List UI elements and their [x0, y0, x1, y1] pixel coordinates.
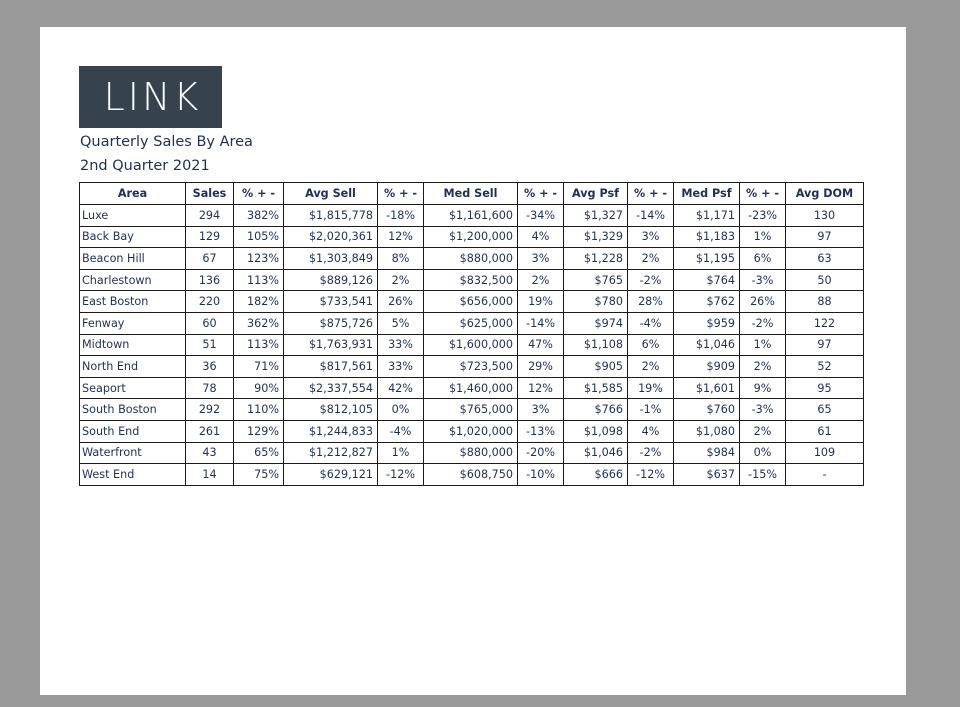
table-cell: 90%	[234, 377, 284, 399]
column-header: Avg DOM	[786, 183, 864, 205]
area-name-cell: South Boston	[80, 399, 186, 421]
area-name-cell: Fenway	[80, 312, 186, 334]
table-cell: 110%	[234, 399, 284, 421]
table-cell: $1,585	[564, 377, 628, 399]
table-cell: -1%	[628, 399, 674, 421]
table-cell: $984	[674, 442, 740, 464]
table-cell: $1,228	[564, 248, 628, 270]
table-cell: 4%	[628, 420, 674, 442]
table-cell: 3%	[518, 248, 564, 270]
table-row	[80, 442, 864, 464]
table-cell: 67	[186, 248, 234, 270]
table-cell: 19%	[628, 377, 674, 399]
table-cell: $766	[564, 399, 628, 421]
table-cell: 0%	[740, 442, 786, 464]
table-cell: $1,020,000	[424, 420, 518, 442]
area-name-cell: Midtown	[80, 334, 186, 356]
table-cell: 3%	[518, 399, 564, 421]
table-cell: $723,500	[424, 356, 518, 378]
table-cell: -13%	[518, 420, 564, 442]
table-cell: 9%	[740, 377, 786, 399]
table-cell: 8%	[378, 248, 424, 270]
column-header: % + -	[628, 183, 674, 205]
table-cell: $905	[564, 356, 628, 378]
table-cell: 0%	[378, 399, 424, 421]
table-cell: $1,600,000	[424, 334, 518, 356]
table-cell: $1,098	[564, 420, 628, 442]
table-cell: 61	[786, 420, 864, 442]
table-cell: -20%	[518, 442, 564, 464]
table-cell: 12%	[518, 377, 564, 399]
table-cell: $2,020,361	[284, 226, 378, 248]
area-name-cell: Charlestown	[80, 269, 186, 291]
table-cell: -2%	[740, 312, 786, 334]
table-cell: 97	[786, 334, 864, 356]
table-cell: 26%	[740, 291, 786, 313]
table-cell: 65%	[234, 442, 284, 464]
table-row	[80, 205, 864, 227]
table-cell: 33%	[378, 356, 424, 378]
table-cell: 14	[186, 464, 234, 486]
table-cell: $1,329	[564, 226, 628, 248]
table-cell: $1,601	[674, 377, 740, 399]
table-cell: 12%	[378, 226, 424, 248]
area-name-cell: Back Bay	[80, 226, 186, 248]
table-cell: $656,000	[424, 291, 518, 313]
table-cell: -2%	[628, 269, 674, 291]
report-title: Quarterly Sales By Area	[80, 134, 253, 150]
table-cell: $666	[564, 464, 628, 486]
area-name-cell: Beacon Hill	[80, 248, 186, 270]
column-header: % + -	[740, 183, 786, 205]
table-cell: $760	[674, 399, 740, 421]
table-cell: $974	[564, 312, 628, 334]
table-cell: 2%	[628, 356, 674, 378]
table-cell: $765,000	[424, 399, 518, 421]
table-cell: 113%	[234, 269, 284, 291]
table-cell: $1,046	[564, 442, 628, 464]
column-header: Avg Psf	[564, 183, 628, 205]
table-cell: -12%	[628, 464, 674, 486]
table-cell: $1,200,000	[424, 226, 518, 248]
table-cell: -18%	[378, 205, 424, 227]
table-row	[80, 334, 864, 356]
table-cell: 382%	[234, 205, 284, 227]
table-cell: $889,126	[284, 269, 378, 291]
table-cell: -14%	[518, 312, 564, 334]
table-cell: 1%	[740, 226, 786, 248]
table-row	[80, 248, 864, 270]
table-cell: $629,121	[284, 464, 378, 486]
table-cell: 50	[786, 269, 864, 291]
table-cell: $733,541	[284, 291, 378, 313]
table-cell: 2%	[628, 248, 674, 270]
table-cell: $637	[674, 464, 740, 486]
area-name-cell: North End	[80, 356, 186, 378]
table-cell: 95	[786, 377, 864, 399]
table-cell: -3%	[740, 399, 786, 421]
table-cell: 51	[186, 334, 234, 356]
column-header: Avg Sell	[284, 183, 378, 205]
column-header: % + -	[518, 183, 564, 205]
table-cell: $1,046	[674, 334, 740, 356]
column-header: % + -	[378, 183, 424, 205]
area-name-cell: Waterfront	[80, 442, 186, 464]
link-logo: LINK	[79, 66, 222, 128]
table-cell: $762	[674, 291, 740, 313]
table-cell: 29%	[518, 356, 564, 378]
table-cell: -15%	[740, 464, 786, 486]
table-cell: $909	[674, 356, 740, 378]
table-cell: $780	[564, 291, 628, 313]
table-cell: $764	[674, 269, 740, 291]
column-header: Med Psf	[674, 183, 740, 205]
table-row	[80, 312, 864, 334]
table-cell: $832,500	[424, 269, 518, 291]
table-cell: -3%	[740, 269, 786, 291]
area-name-cell: Luxe	[80, 205, 186, 227]
table-cell: $959	[674, 312, 740, 334]
table-cell: $1,212,827	[284, 442, 378, 464]
table-cell: $2,337,554	[284, 377, 378, 399]
table-cell: -	[786, 464, 864, 486]
table-cell: 43	[186, 442, 234, 464]
table-cell: 1%	[740, 334, 786, 356]
table-cell: 33%	[378, 334, 424, 356]
document-page	[40, 27, 906, 695]
table-cell: 26%	[378, 291, 424, 313]
table-cell: 123%	[234, 248, 284, 270]
table-cell: 71%	[234, 356, 284, 378]
table-cell: 3%	[628, 226, 674, 248]
table-cell: 2%	[518, 269, 564, 291]
table-cell: 294	[186, 205, 234, 227]
table-cell: $875,726	[284, 312, 378, 334]
table-cell: 292	[186, 399, 234, 421]
table-cell: -2%	[628, 442, 674, 464]
table-row	[80, 226, 864, 248]
table-cell: $1,195	[674, 248, 740, 270]
table-cell: $1,183	[674, 226, 740, 248]
table-row	[80, 420, 864, 442]
table-cell: $880,000	[424, 248, 518, 270]
table-cell: 6%	[628, 334, 674, 356]
area-name-cell: West End	[80, 464, 186, 486]
table-cell: $625,000	[424, 312, 518, 334]
table-cell: $1,460,000	[424, 377, 518, 399]
table-cell: 136	[186, 269, 234, 291]
table-cell: 65	[786, 399, 864, 421]
table-cell: 122	[786, 312, 864, 334]
table-cell: $1,815,778	[284, 205, 378, 227]
table-cell: -4%	[378, 420, 424, 442]
table-cell: 28%	[628, 291, 674, 313]
table-cell: 60	[186, 312, 234, 334]
table-cell: 75%	[234, 464, 284, 486]
table-cell: 5%	[378, 312, 424, 334]
table-cell: -4%	[628, 312, 674, 334]
table-cell: -10%	[518, 464, 564, 486]
sales-table	[79, 182, 864, 486]
table-row	[80, 291, 864, 313]
table-row	[80, 399, 864, 421]
table-cell: $880,000	[424, 442, 518, 464]
table-cell: -23%	[740, 205, 786, 227]
table-cell: 113%	[234, 334, 284, 356]
table-cell: 261	[186, 420, 234, 442]
table-cell: $1,327	[564, 205, 628, 227]
table-cell: $1,161,600	[424, 205, 518, 227]
column-header: % + -	[234, 183, 284, 205]
table-cell: 182%	[234, 291, 284, 313]
table-row	[80, 464, 864, 486]
table-cell: $608,750	[424, 464, 518, 486]
table-cell: 19%	[518, 291, 564, 313]
table-cell: 63	[786, 248, 864, 270]
table-cell: 362%	[234, 312, 284, 334]
table-cell: 97	[786, 226, 864, 248]
column-header: Med Sell	[424, 183, 518, 205]
table-cell: 47%	[518, 334, 564, 356]
table-cell: 129	[186, 226, 234, 248]
area-name-cell: East Boston	[80, 291, 186, 313]
table-cell: $1,080	[674, 420, 740, 442]
column-header: Area	[80, 183, 186, 205]
table-cell: 105%	[234, 226, 284, 248]
table-cell: 129%	[234, 420, 284, 442]
table-row	[80, 356, 864, 378]
table-cell: -34%	[518, 205, 564, 227]
table-cell: $817,561	[284, 356, 378, 378]
table-cell: $1,244,833	[284, 420, 378, 442]
table-row	[80, 269, 864, 291]
table-cell: 36	[186, 356, 234, 378]
table-cell: $812,105	[284, 399, 378, 421]
table-row	[80, 377, 864, 399]
table-cell: $1,303,849	[284, 248, 378, 270]
table-cell: 88	[786, 291, 864, 313]
table-cell: 220	[186, 291, 234, 313]
table-cell: 2%	[378, 269, 424, 291]
table-cell: 78	[186, 377, 234, 399]
table-cell: $1,763,931	[284, 334, 378, 356]
table-cell: 4%	[518, 226, 564, 248]
table-cell: $1,108	[564, 334, 628, 356]
area-name-cell: South End	[80, 420, 186, 442]
table-cell: 109	[786, 442, 864, 464]
table-cell: -12%	[378, 464, 424, 486]
table-cell: 1%	[378, 442, 424, 464]
column-header: Sales	[186, 183, 234, 205]
area-name-cell: Seaport	[80, 377, 186, 399]
table-header-row	[80, 183, 864, 205]
table-cell: 2%	[740, 420, 786, 442]
table-cell: 52	[786, 356, 864, 378]
table-cell: 6%	[740, 248, 786, 270]
table-cell: -14%	[628, 205, 674, 227]
report-subtitle: 2nd Quarter 2021	[80, 158, 210, 174]
table-cell: $1,171	[674, 205, 740, 227]
table-cell: $765	[564, 269, 628, 291]
table-cell: 42%	[378, 377, 424, 399]
table-cell: 2%	[740, 356, 786, 378]
table-cell: 130	[786, 205, 864, 227]
